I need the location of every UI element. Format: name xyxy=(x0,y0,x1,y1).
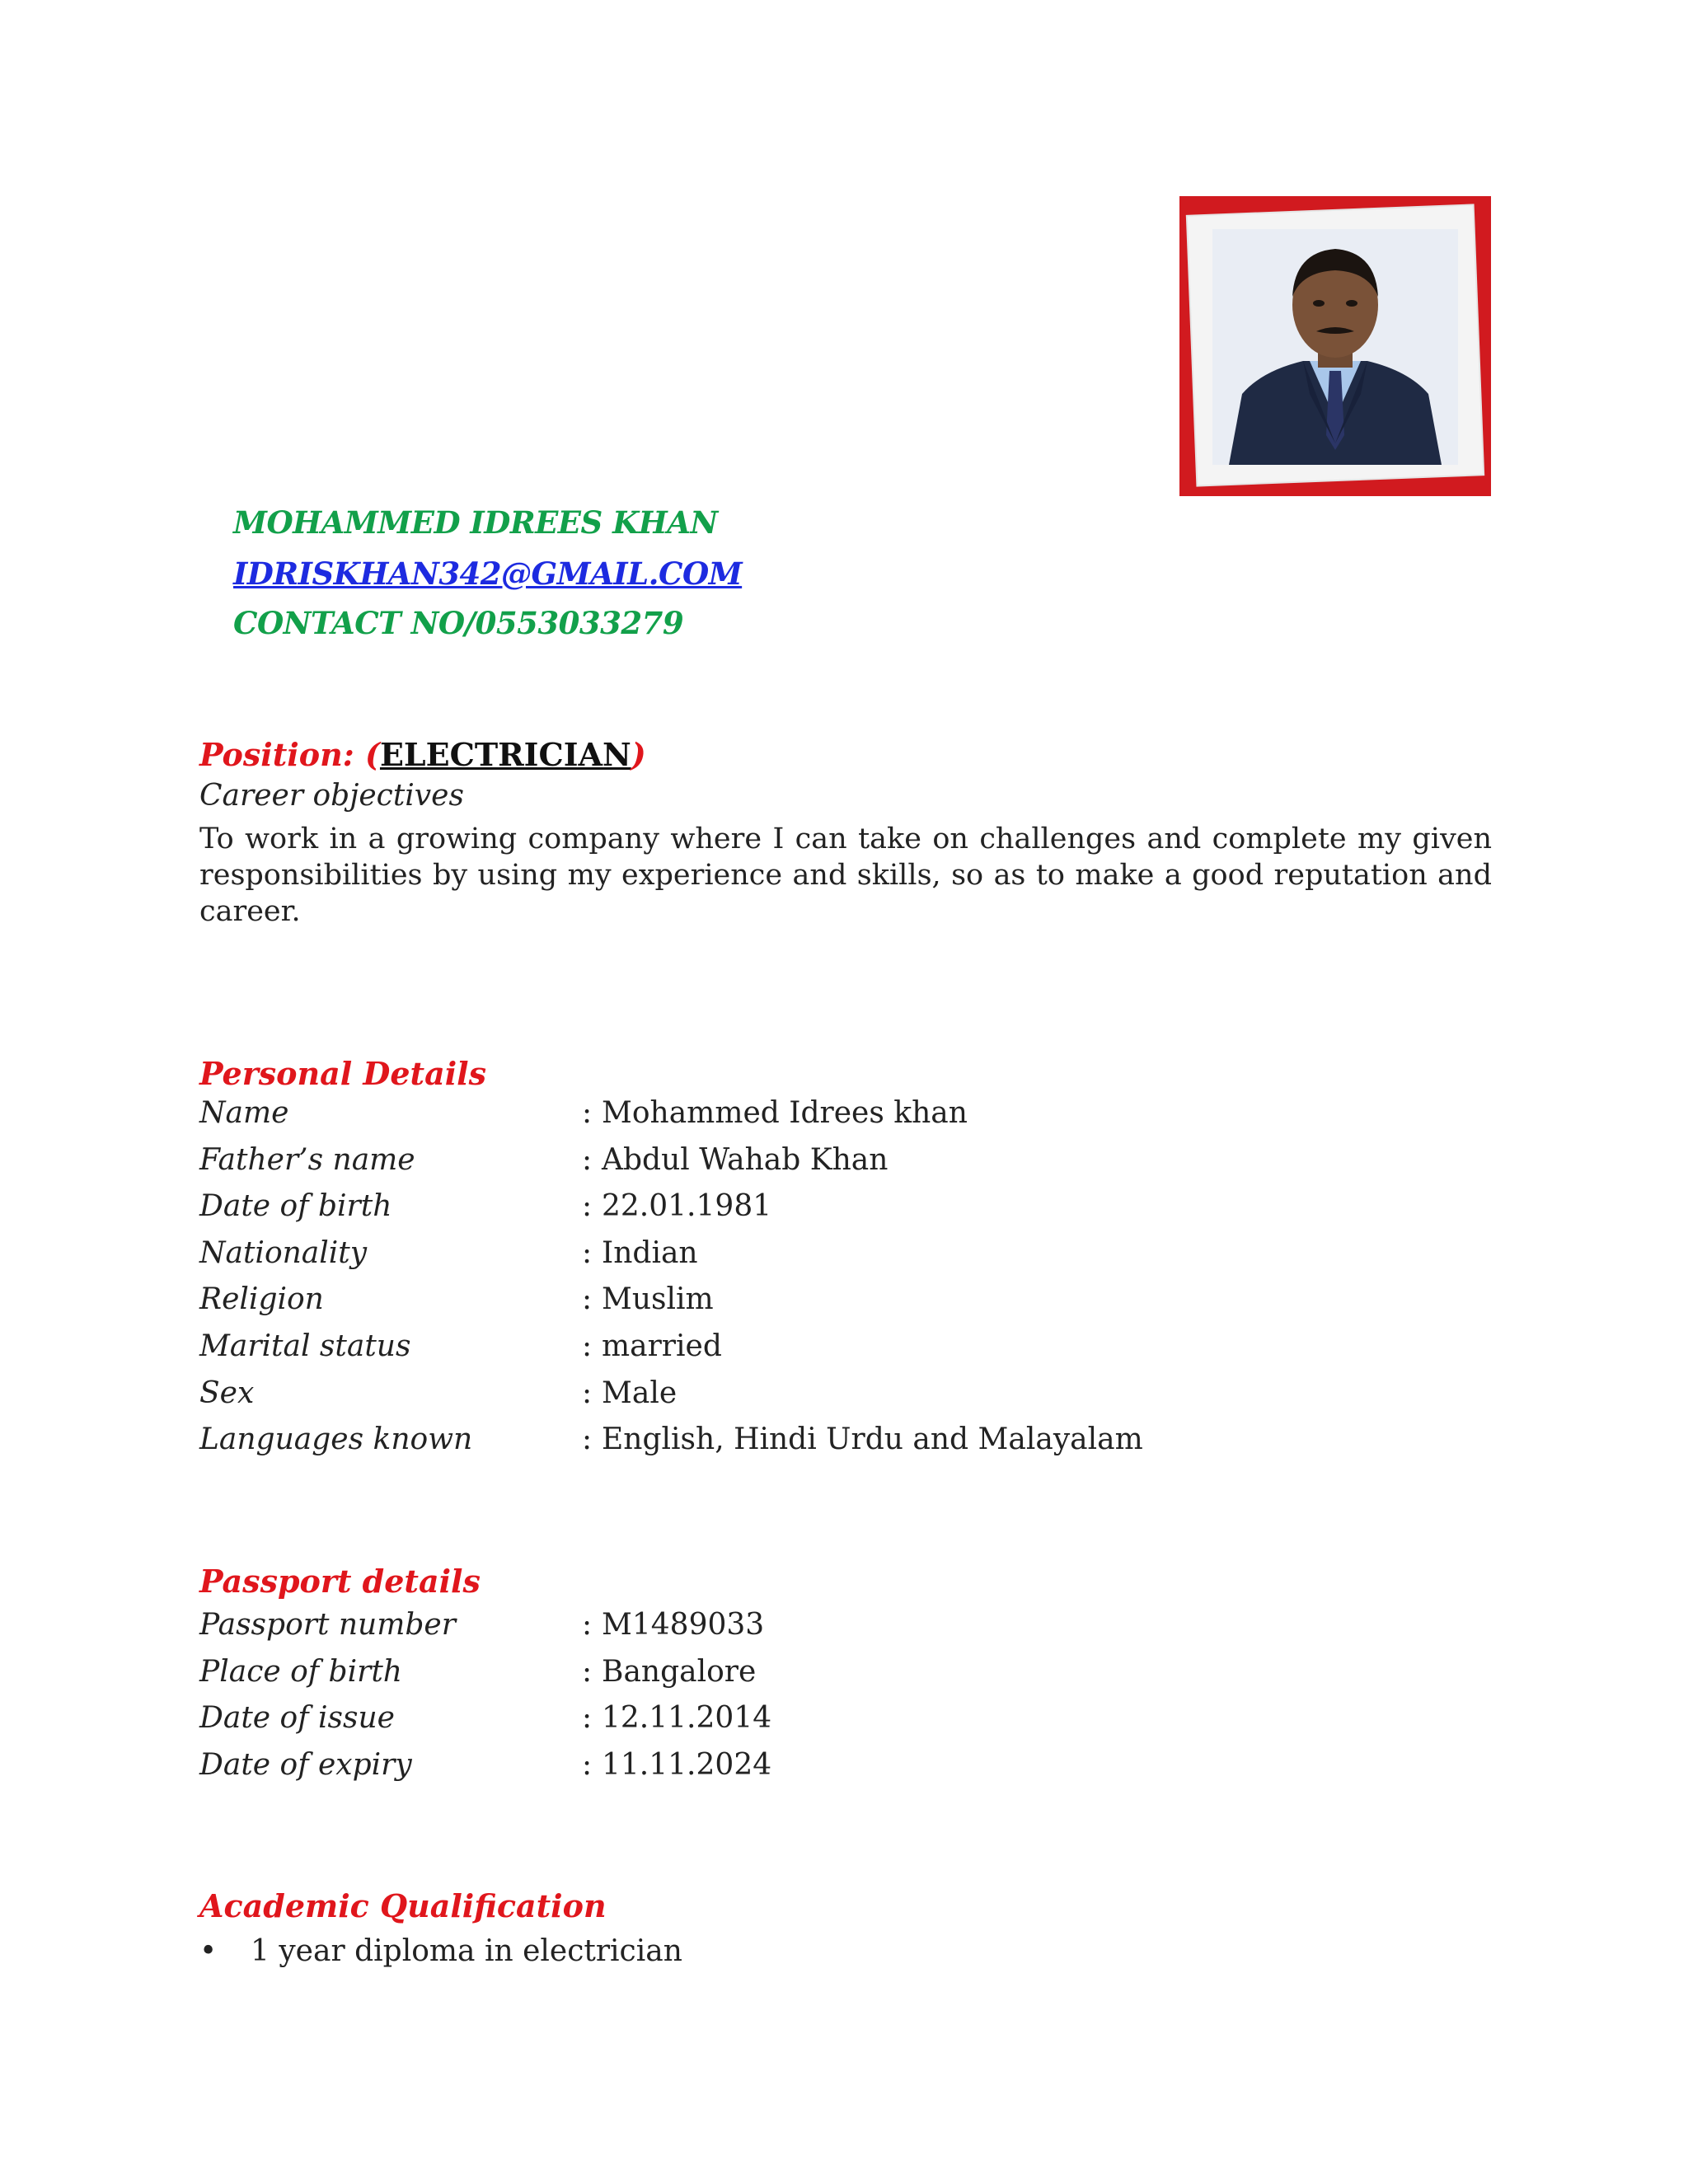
detail-label: Place of birth xyxy=(199,1654,402,1689)
contact-number: CONTACT NO/0553033279 xyxy=(233,605,684,641)
detail-row xyxy=(199,1096,1271,1137)
detail-value: Bangalore xyxy=(602,1654,757,1689)
detail-colon: : xyxy=(582,1096,593,1130)
detail-colon: : xyxy=(582,1654,593,1689)
academic-qualification-heading: Academic Qualification xyxy=(199,1887,607,1924)
detail-row xyxy=(199,1282,1271,1324)
detail-value: 11.11.2024 xyxy=(602,1747,772,1782)
detail-row xyxy=(199,1189,1271,1230)
detail-label: Sex xyxy=(199,1376,255,1410)
detail-colon: : xyxy=(582,1235,593,1270)
list-item xyxy=(199,1934,1189,1975)
detail-row xyxy=(199,1329,1271,1371)
portrait-illustration xyxy=(1212,229,1458,465)
detail-row xyxy=(199,1701,1271,1742)
candidate-name: MOHAMMED IDREES KHAN xyxy=(233,504,718,541)
position-line xyxy=(199,736,646,773)
detail-value: Muslim xyxy=(602,1282,714,1317)
position-label: Position: ( xyxy=(199,736,380,773)
position-value: ELECTRICIAN xyxy=(379,736,631,773)
detail-value: Abdul Wahab Khan xyxy=(602,1142,889,1177)
detail-row xyxy=(199,1376,1271,1418)
detail-label: Languages known xyxy=(199,1422,473,1457)
profile-photo xyxy=(1179,196,1491,496)
detail-label: Religion xyxy=(199,1282,324,1317)
detail-colon: : xyxy=(582,1422,593,1457)
detail-colon: : xyxy=(582,1376,593,1410)
detail-label: Nationality xyxy=(199,1235,368,1270)
detail-row xyxy=(199,1655,1271,1696)
detail-label: Date of issue xyxy=(199,1701,395,1736)
detail-colon: : xyxy=(582,1608,593,1642)
list-item-text: 1 year diploma in electrician xyxy=(251,1934,682,1968)
career-objectives-text: To work in a growing company where I can take on challenges and complete my given responsibilities by using my experience and skills, so as to make a good reputation and career. xyxy=(199,823,1492,928)
detail-value: married xyxy=(602,1329,722,1363)
detail-label: Date of expiry xyxy=(199,1747,412,1782)
detail-label: Father’s name xyxy=(199,1142,415,1177)
detail-value: M1489033 xyxy=(602,1608,765,1642)
detail-value: Mohammed Idrees khan xyxy=(602,1096,968,1130)
detail-value: Indian xyxy=(602,1235,698,1270)
detail-row xyxy=(199,1143,1271,1184)
detail-row xyxy=(199,1422,1271,1464)
detail-colon: : xyxy=(582,1329,593,1363)
detail-row xyxy=(199,1608,1271,1649)
detail-label: Date of birth xyxy=(199,1189,392,1224)
portrait-image xyxy=(1212,229,1458,465)
personal-details-heading: Personal Details xyxy=(199,1055,486,1092)
detail-value: English, Hindi Urdu and Malayalam xyxy=(602,1422,1143,1457)
detail-label: Marital status xyxy=(199,1329,411,1363)
detail-colon: : xyxy=(582,1282,593,1317)
passport-details-heading: Passport details xyxy=(199,1563,481,1600)
position-close: ) xyxy=(631,736,646,773)
detail-colon: : xyxy=(582,1142,593,1177)
detail-value: Male xyxy=(602,1376,678,1410)
detail-colon: : xyxy=(582,1701,593,1736)
detail-label: Passport number xyxy=(199,1608,456,1642)
detail-value: 12.11.2014 xyxy=(602,1701,772,1736)
detail-colon: : xyxy=(582,1747,593,1782)
bullet-icon: • xyxy=(199,1934,218,1968)
detail-colon: : xyxy=(582,1189,593,1224)
career-objectives-heading: Career objectives xyxy=(199,779,464,813)
detail-row xyxy=(199,1748,1271,1789)
detail-row xyxy=(199,1236,1271,1277)
detail-value: 22.01.1981 xyxy=(602,1189,772,1224)
email-link[interactable]: IDRISKHAN342@GMAIL.COM xyxy=(233,555,743,592)
detail-label: Name xyxy=(199,1096,289,1130)
